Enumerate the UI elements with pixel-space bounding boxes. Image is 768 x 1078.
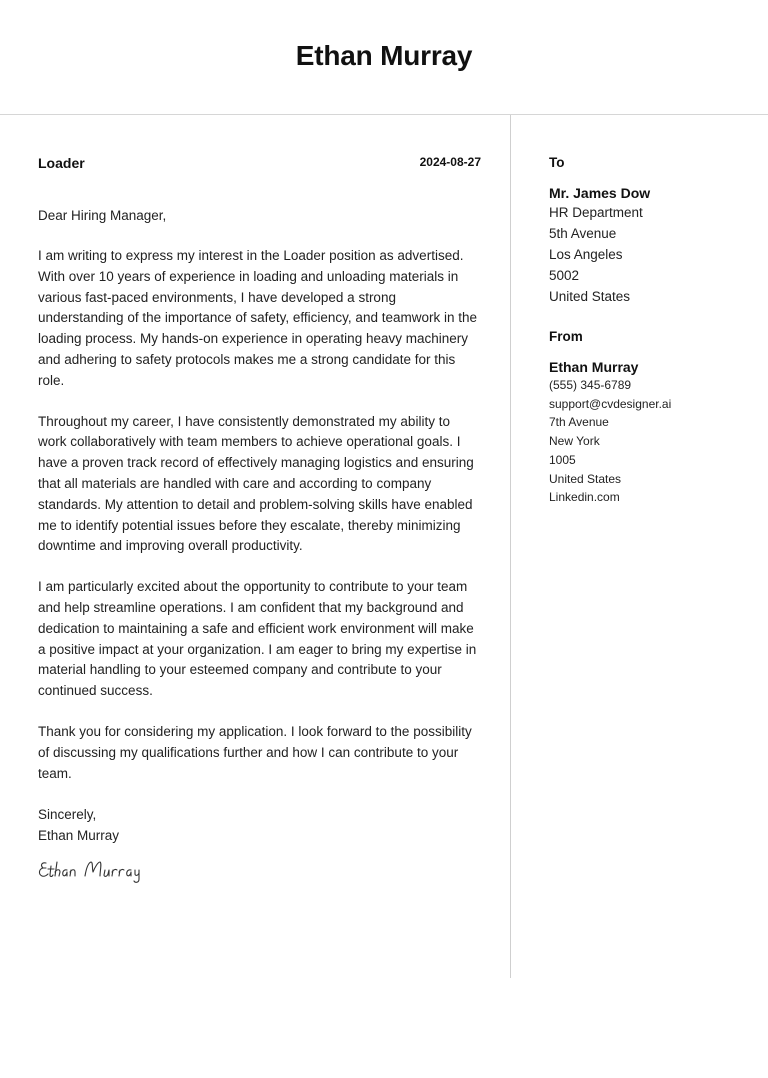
signature-stroke — [119, 870, 124, 877]
letter-date: 2024-08-27 — [419, 155, 481, 169]
sender-street: 7th Avenue — [549, 415, 609, 430]
sender-block — [549, 329, 759, 507]
recipient-country: United States — [549, 289, 631, 304]
sender-name: Ethan Murray — [549, 359, 639, 375]
handwritten-signature — [38, 854, 168, 884]
sender-linkedin: Linkedin.com — [549, 490, 620, 505]
letter-paragraph: Thank you for considering my application. I look forward to the possibility of discussing my qualifications further and how I can contribute to your team. — [38, 723, 472, 781]
applicant-name-title: Ethan Murray — [295, 40, 473, 71]
signature-stroke — [134, 870, 139, 882]
signature-stroke — [127, 870, 131, 876]
signature-stroke — [55, 862, 60, 876]
signature-stroke — [70, 870, 75, 876]
letter-paragraph: Throughout my career, I have consistently demonstrated my ability to work collaboratively with team members to achieve operational goals. I have a proven track record of effectively managing logistics and ensuring that all materials are handled with care and according to company standards. My attention to detail and problem-solving skills have enabled me to identify potential issues before they escalate, thereby minimizing downtime and improving overall productivity. — [38, 413, 474, 554]
sender-city: New York — [549, 434, 600, 449]
letter-paragraph: I am particularly excited about the opportunity to contribute to your team and help streamline operations. I am confident that my background and dedication to maintaining a safe and efficient work environment will make a positive impact at your organization. I am eager to bring my expertise in material handling to your esteemed company and contribute to your continued success. — [38, 579, 477, 699]
letter-meta-row — [38, 155, 481, 175]
recipient-name: Mr. James Dow — [549, 185, 651, 201]
signature-stroke — [104, 870, 109, 876]
sender-email: support@cvdesigner.ai — [549, 396, 672, 411]
recipient-zip: 5002 — [549, 268, 580, 283]
from-label: From — [549, 329, 583, 344]
closing-phrase: Sincerely, — [38, 807, 97, 823]
address-sidebar — [549, 155, 759, 507]
page-header — [0, 0, 768, 115]
signature-stroke — [48, 866, 54, 877]
job-title: Loader — [38, 155, 85, 171]
signature-stroke — [112, 870, 117, 877]
salutation: Dear Hiring Manager, — [38, 208, 167, 223]
sender-phone: (555) 345-6789 — [549, 378, 632, 392]
signature-stroke — [63, 870, 67, 876]
closing-name: Ethan Murray — [38, 828, 120, 844]
letter-paragraph: I am writing to express my interest in the Loader position as advertised. With over 10 years of experience in loading and unloading materials in various fast-paced environments, I have developed a strong understanding of the importance of safety, efficiency, and teamwork in the loading process. My hands-on experience in operating heavy machinery and adhering to safety protocols makes me a strong candidate for this role. — [38, 248, 478, 388]
recipient-department: HR Department — [549, 205, 643, 220]
recipient-block — [549, 155, 759, 307]
sender-zip: 1005 — [549, 452, 576, 467]
letter-body — [38, 155, 481, 889]
closing-block — [38, 804, 481, 846]
recipient-street: 5th Avenue — [549, 226, 617, 241]
sender-country: United States — [549, 471, 622, 486]
column-divider — [510, 115, 511, 978]
signature-stroke — [39, 863, 48, 876]
signature-stroke — [85, 862, 101, 876]
to-label: To — [549, 155, 565, 170]
recipient-city: Los Angeles — [549, 247, 623, 262]
